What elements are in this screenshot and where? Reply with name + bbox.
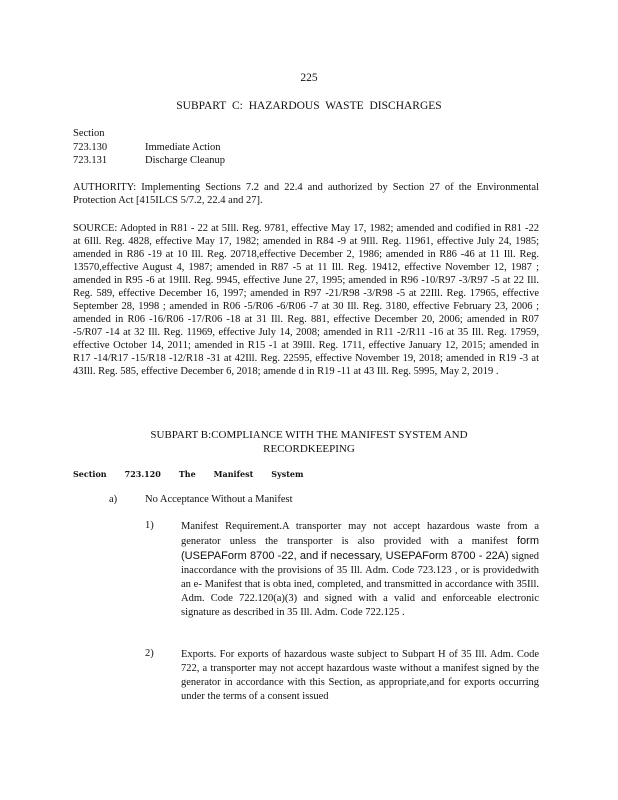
subpart-b-heading: [0, 428, 618, 456]
subpart-b-heading-line2: RECORDKEEPING: [263, 443, 355, 455]
toc-section-label: Section: [73, 128, 105, 139]
toc-title: Immediate Action: [145, 142, 221, 153]
section-word: The: [178, 469, 196, 479]
subpart-c-heading: SUBPART C: HAZARDOUS WASTE DISCHARGES: [176, 100, 442, 112]
item-1-text: [181, 520, 539, 620]
section-number: 723.120: [124, 469, 161, 479]
toc-number: 723.130: [73, 142, 108, 153]
page-number: 225: [300, 72, 318, 84]
authority-paragraph: AUTHORITY: Implementing Sections 7.2 and 22.4 and authorized by Section 27 of the Environmental Protection Act [415ILCS 5/7.2, 22.4 and 27].: [73, 182, 539, 206]
toc-row: [73, 142, 221, 153]
subsection-a: [109, 494, 293, 505]
item-2-text: Exports. For exports of hazardous waste subject to Subpart H of 35 Ill. Adm. Code 722, a transporter may not accept hazardous waste without a manifest signed by the generator in accordance with this Section, as appropriate,and for exports occurring under the terms of a consent issued: [181, 649, 539, 702]
subsection-a-label: a): [109, 494, 118, 505]
section-label: Section: [73, 469, 107, 479]
section-word: Manifest: [213, 469, 254, 479]
item-1-text-part1: Manifest Requirement.A transporter may not accept hazardous waste from a generator unless the transporter is also provided with a manifest: [181, 521, 539, 547]
section-word: System: [271, 469, 304, 479]
item-1-form-reference: form (USEPAForm 8700 -22, and if necessary, USEPAForm 8700 - 22A): [181, 535, 539, 562]
subpart-b-heading-line1: SUBPART B:COMPLIANCE WITH THE MANIFEST SYSTEM AND: [150, 429, 468, 441]
source-paragraph: SOURCE: Adopted in R81 - 22 at 5Ill. Reg. 9781, effective May 17, 1982; amended and codified in R81 -22 at 6Ill. Reg. 4828, effective May 17, 1982; amended in R84 -9 at 9Ill. Reg. 11961, effective July 24, 1985; amended in R86 -19 at 10 Ill. Reg. 20718,effective December 2, 1986; amended in R86 -46 at 11 Ill. Reg. 13570,effective August 4, 1987; amended in R87 -5 at 11 Ill. Reg. 19412, effective November 12, 1987 ; amended in R95 -6 at 19Ill. Reg. 9945, effective June 27, 1995; amended in R96 -10/R97 -3/R97 -5 at 22 Ill. Reg. 589, effective December 16, 1997; amended in R97 -21/R98 -3/R98 -5 at 22Ill. Reg. 17965, effective September 28, 1998 ; amended in R06 -5/R06 -6/R06 -7 at 30 Ill. Reg. 3180, effective February 23, 2006 ; amended in R06 -16/R06 -17/R06 -18 at 31 Ill. Reg. 881, effective December 20, 2006; amended in R07 -5/R07 -14 at 32 Ill. Reg. 11969, effective July 14, 2008; amended in R11 -2/R11 -16 at 35 Ill. Reg. 17959, effective October 14, 2011; amended in R15 -1 at 39Ill. Reg. 1711, effective January 12, 2015; amended in R17 -14/R17 -15/R18 -12/R18 -31 at 42Ill. Reg. 22595, effective November 19, 2018; amended in R19 -3 at 43Ill. Reg. 585, effective December 6, 2018; amende d in R19 -11 at 43 Ill. Reg. 5995, May 2, 2019 .: [73, 223, 539, 377]
toc-row: [73, 155, 225, 166]
toc-title: Discharge Cleanup: [145, 155, 225, 166]
item-1-label: 1): [145, 520, 154, 531]
toc-number: 723.131: [73, 155, 108, 166]
subsection-a-title: No Acceptance Without a Manifest: [145, 494, 293, 505]
item-2-label: 2): [145, 648, 154, 659]
item-1-text-part2: signed inaccordance with the provisions of 35 Ill. Adm. Code 723.123 , or is providedwith an e- Manifest that is obta ined, completed, and transmitted in accordance with 35Ill. Adm. Code 722.120(a)(3) and signed with a valid and enforceable electronic signature as described in 35 Ill. Adm. Code 722.125 .: [181, 551, 540, 618]
section-723-120-heading: [73, 469, 321, 479]
